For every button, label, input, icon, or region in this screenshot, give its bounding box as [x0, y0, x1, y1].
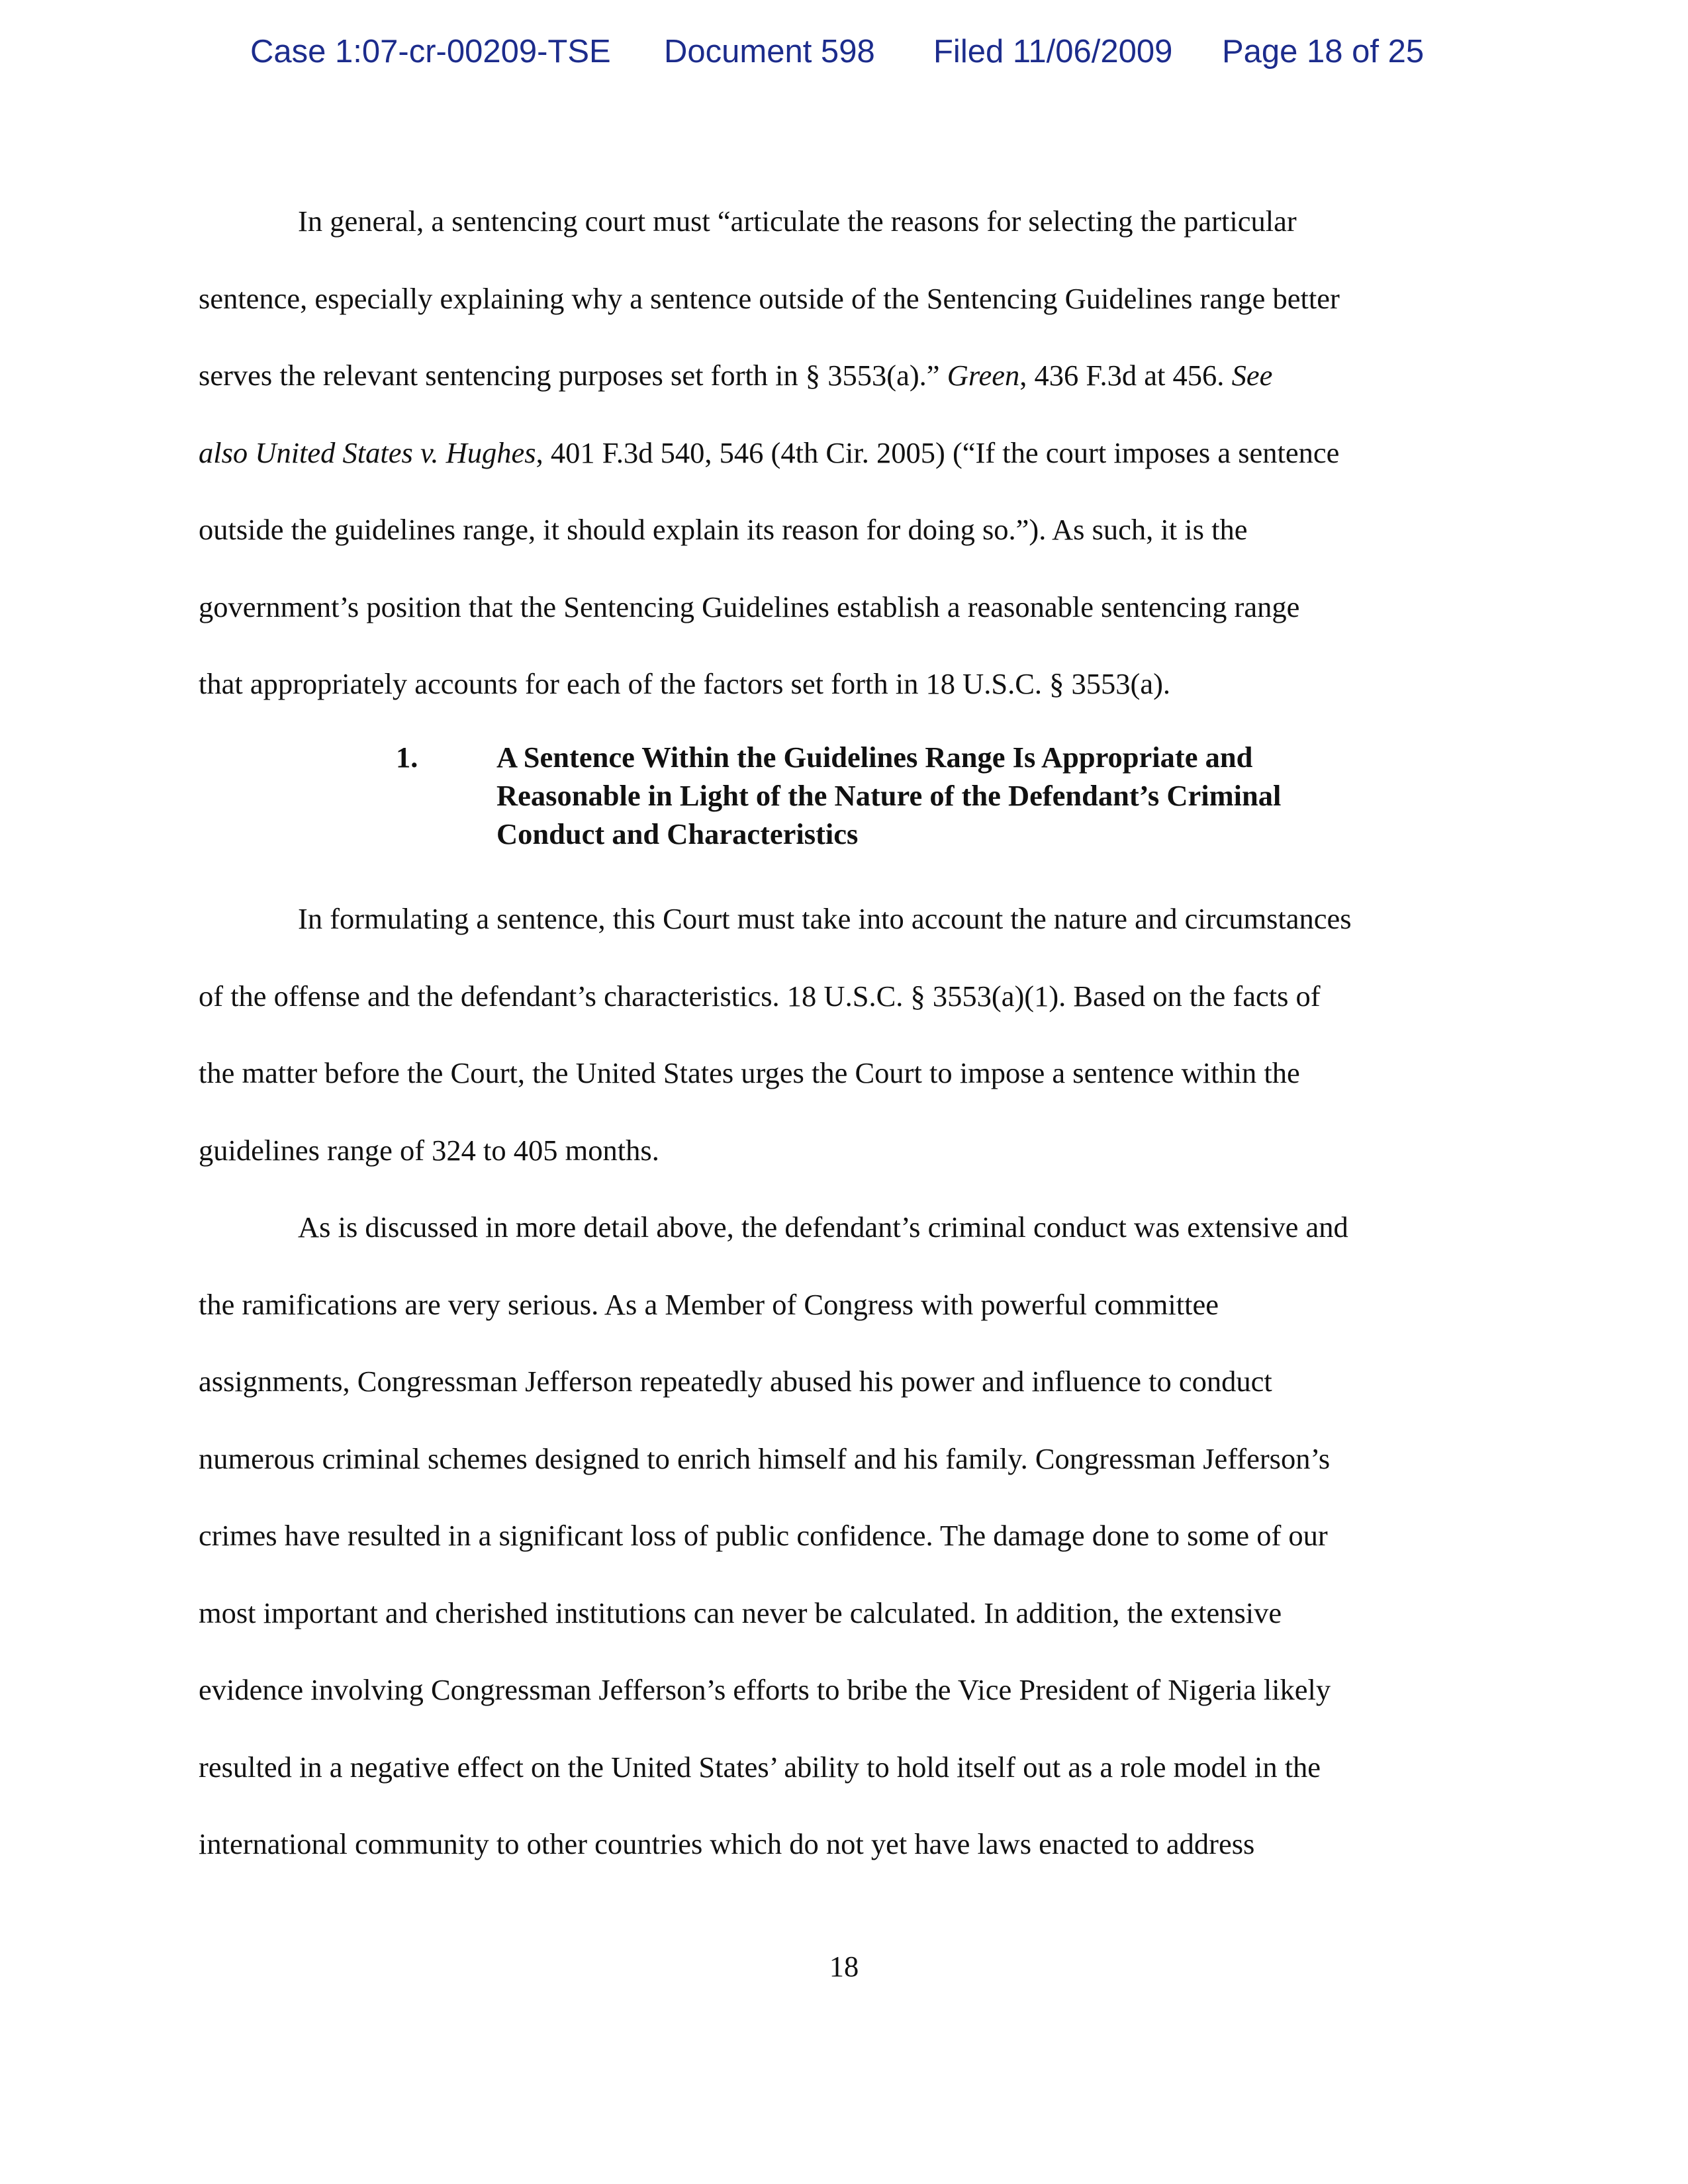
text-line: also United States v. Hughes, 401 F.3d 540, 546 (4th Cir. 2005) (“If the court imposes a sentence	[199, 435, 1340, 469]
page-count: Page 18 of 25	[1222, 34, 1425, 69]
paragraph-formulating-sentence	[199, 880, 1496, 1189]
text-line: In general, a sentencing court must “articulate the reasons for selecting the particular	[298, 205, 1297, 238]
text-line: of the offense and the defendant’s characteristics. 18 U.S.C. § 3553(a)(1). Based on the facts of	[199, 979, 1321, 1013]
text-line: outside the guidelines range, it should explain its reason for doing so.”). As such, it is the	[199, 513, 1248, 546]
case-number: Case 1:07-cr-00209-TSE	[250, 34, 611, 69]
text-line: government’s position that the Sentencing Guidelines establish a reasonable sentencing range	[199, 590, 1300, 623]
text-line: crimes have resulted in a significant loss of public confidence. The damage done to some of our	[199, 1519, 1328, 1552]
case-citation-hughes: also United States v. Hughes	[199, 435, 536, 469]
signal-see: See	[1231, 359, 1273, 392]
text-line: most important and cherished institutions can never be calculated. In addition, the extensive	[199, 1596, 1282, 1629]
text-line: As is discussed in more detail above, the defendant’s criminal conduct was extensive and	[298, 1210, 1348, 1244]
text-line: the ramifications are very serious. As a Member of Congress with powerful committee	[199, 1287, 1219, 1321]
text-line: the matter before the Court, the United States urges the Court to impose a sentence within the	[199, 1056, 1300, 1089]
paragraph-sentencing-reasons	[199, 183, 1496, 723]
section-title: A Sentence Within the Guidelines Range Is Appropriate and Reasonable in Light of the Nature of the Defendant’s Criminal Conduct and Characteristics	[496, 741, 1282, 850]
case-citation-green: Green	[947, 359, 1020, 392]
text-line: that appropriately accounts for each of the factors set forth in 18 U.S.C. § 3553(a).	[199, 667, 1171, 700]
text-line: serves the relevant sentencing purposes set forth in § 3553(a).” Green, 436 F.3d at 456. See	[199, 359, 1273, 392]
text-line: guidelines range of 324 to 405 months.	[199, 1133, 659, 1167]
filed-date: Filed 11/06/2009	[933, 34, 1173, 69]
document-number: Document 598	[664, 34, 875, 69]
ecf-filing-header	[250, 33, 1442, 86]
text-line: numerous criminal schemes designed to enrich himself and his family. Congressman Jefferson’s	[199, 1441, 1331, 1475]
text-line: resulted in a negative effect on the United States’ ability to hold itself out as a role model in the	[199, 1750, 1321, 1784]
text-line: In formulating a sentence, this Court must take into account the nature and circumstances	[298, 902, 1352, 935]
text-line: evidence involving Congressman Jefferson’s efforts to bribe the Vice President of Nigeria likely	[199, 1673, 1331, 1706]
text-line: sentence, especially explaining why a sentence outside of the Sentencing Guidelines range better	[199, 281, 1340, 315]
page-number: 18	[829, 1950, 859, 1983]
section-number: 1.	[396, 741, 418, 774]
text-line: assignments, Congressman Jefferson repeatedly abused his power and influence to conduct	[199, 1365, 1272, 1398]
paragraph-criminal-conduct	[199, 1189, 1496, 1883]
text-line: international community to other countries which do not yet have laws enacted to address	[199, 1827, 1255, 1860]
